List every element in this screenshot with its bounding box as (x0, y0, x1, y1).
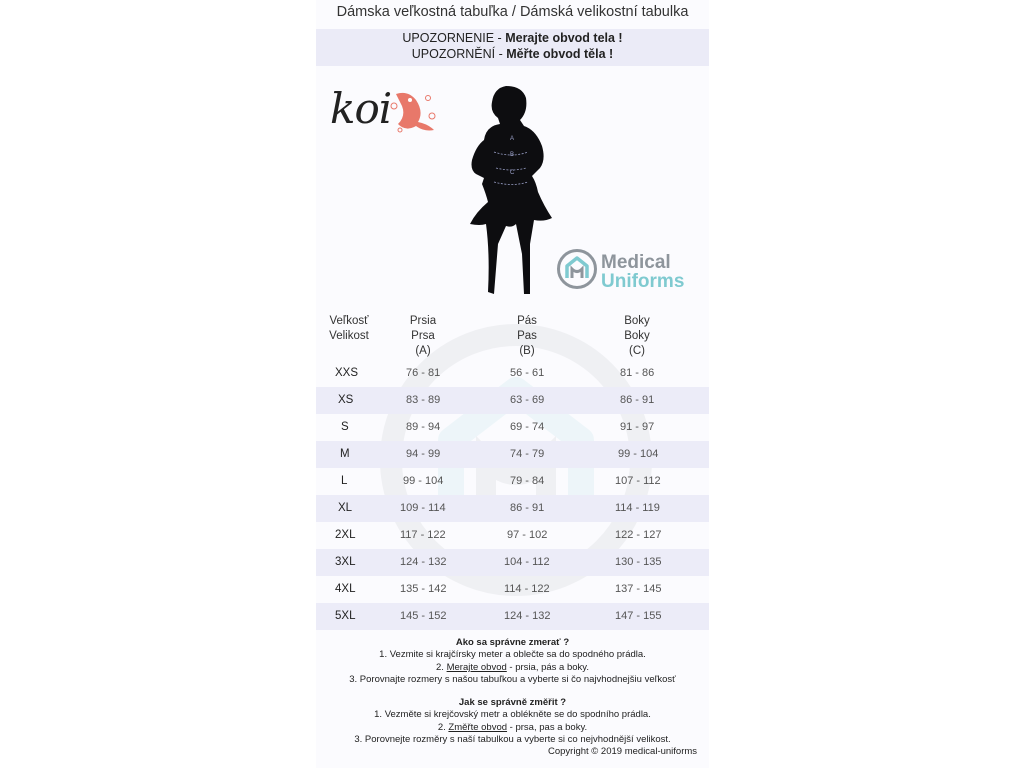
cell-waist: 79 - 84 (510, 475, 545, 487)
warning-cz: UPOZORNĚNÍ - Měřte obvod těla ! (411, 47, 614, 61)
medical-uniforms-logo-icon (556, 248, 598, 290)
cell-waist: 124 - 132 (504, 610, 551, 622)
koi-logo-text: koi (330, 84, 392, 133)
table-row (316, 441, 709, 468)
cell-size: XS (338, 394, 354, 406)
cell-hips: 122 - 127 (615, 529, 662, 541)
cell-waist: 74 - 79 (510, 448, 545, 460)
cell-hips: 137 - 145 (615, 583, 662, 595)
koi-fish-icon (388, 86, 440, 136)
table-row (316, 468, 709, 495)
cell-bust: 89 - 94 (406, 421, 441, 433)
figure-mark-b: B (510, 152, 515, 158)
instructions-sk-line3: 3. Porovnajte rozmery s našou tabuľkou a vyberte si čo najvhodnejšiu veľkosť (349, 674, 676, 686)
cell-hips: 99 - 104 (618, 448, 659, 460)
table-row (316, 414, 709, 441)
cell-hips: 91 - 97 (620, 421, 655, 433)
cell-bust: 76 - 81 (406, 367, 441, 379)
cell-bust: 83 - 89 (406, 394, 441, 406)
instructions-cz-line3: 3. Porovnejte rozměry s naší tabulkou a vyberte si co nejvhodnější velikost. (354, 734, 671, 746)
cell-size: XXS (335, 367, 359, 379)
instructions-cz (316, 697, 709, 747)
table-row (316, 603, 709, 630)
instructions-sk-line1: 1. Vezmite si krajčírsky meter a oblečte sa do spodného prádla. (379, 649, 646, 661)
cell-bust: 109 - 114 (400, 502, 446, 514)
table-row (316, 576, 709, 603)
warning-banner (316, 29, 709, 66)
table-row (316, 522, 709, 549)
instructions-sk (316, 637, 709, 687)
page-title: Dámska veľkostná tabuľka / Dámská velikostní tabulka (336, 4, 689, 20)
cell-waist: 97 - 102 (507, 529, 548, 541)
table-row (316, 387, 709, 414)
header-size: Veľkosť Velikost (329, 315, 369, 342)
table-row (316, 495, 709, 522)
instructions-cz-line2: 2. Změřte obvod - prsa, pas a boky. (437, 721, 588, 733)
cell-bust: 135 - 142 (400, 583, 447, 595)
cell-hips: 86 - 91 (620, 394, 655, 406)
cell-size: 2XL (335, 529, 356, 541)
instructions-cz-heading: Jak se správně změřit ? (458, 697, 567, 708)
instructions-sk-heading: Ako sa správne zmerať ? (455, 637, 570, 648)
cell-bust: 99 - 104 (403, 475, 444, 487)
cell-hips: 114 - 119 (615, 502, 660, 514)
copyright-text: Copyright © 2019 medical-uniforms (548, 746, 698, 757)
cell-bust: 117 - 122 (400, 529, 446, 541)
cell-size: 3XL (335, 556, 356, 568)
instructions-sk-line2: 2. Merajte obvod - prsia, pás a boky. (436, 661, 589, 673)
cell-size: 5XL (335, 610, 356, 622)
header-hips: Boky Boky (C) (624, 315, 650, 357)
cell-waist: 56 - 61 (510, 367, 545, 379)
cell-hips: 107 - 112 (615, 475, 661, 487)
cell-size: L (341, 475, 348, 487)
cell-waist: 104 - 112 (504, 556, 550, 568)
warning-sk: UPOZORNENIE - Merajte obvod tela ! (402, 31, 623, 45)
cell-waist: 86 - 91 (510, 502, 545, 514)
cell-hips: 81 - 86 (620, 367, 655, 379)
table-row (316, 549, 709, 576)
cell-bust: 94 - 99 (406, 448, 441, 460)
figure-mark-c: C (510, 170, 515, 176)
brand-medical-text: Medical (601, 252, 671, 273)
cell-bust: 145 - 152 (400, 610, 447, 622)
brand-uniforms-text: Uniforms (601, 271, 685, 292)
cell-hips: 130 - 135 (615, 556, 662, 568)
table-row (316, 360, 709, 387)
header-bust: Prsia Prsa (A) (409, 315, 437, 357)
cell-size: S (341, 421, 349, 433)
cell-waist: 114 - 122 (504, 583, 550, 595)
woman-silhouette-icon (466, 84, 556, 296)
cell-size: 4XL (335, 583, 356, 595)
instructions-cz-line1: 1. Vezměte si krejčovský metr a oblékněte se do spodního prádla. (374, 709, 651, 721)
cell-bust: 124 - 132 (400, 556, 447, 568)
size-chart-sheet (316, 0, 709, 768)
cell-waist: 63 - 69 (510, 394, 545, 406)
cell-size: XL (338, 502, 353, 514)
cell-hips: 147 - 155 (615, 610, 662, 622)
cell-waist: 69 - 74 (510, 421, 545, 433)
header-waist: Pás Pas (B) (517, 315, 537, 357)
cell-size: M (340, 448, 350, 460)
figure-mark-a: A (510, 136, 515, 142)
